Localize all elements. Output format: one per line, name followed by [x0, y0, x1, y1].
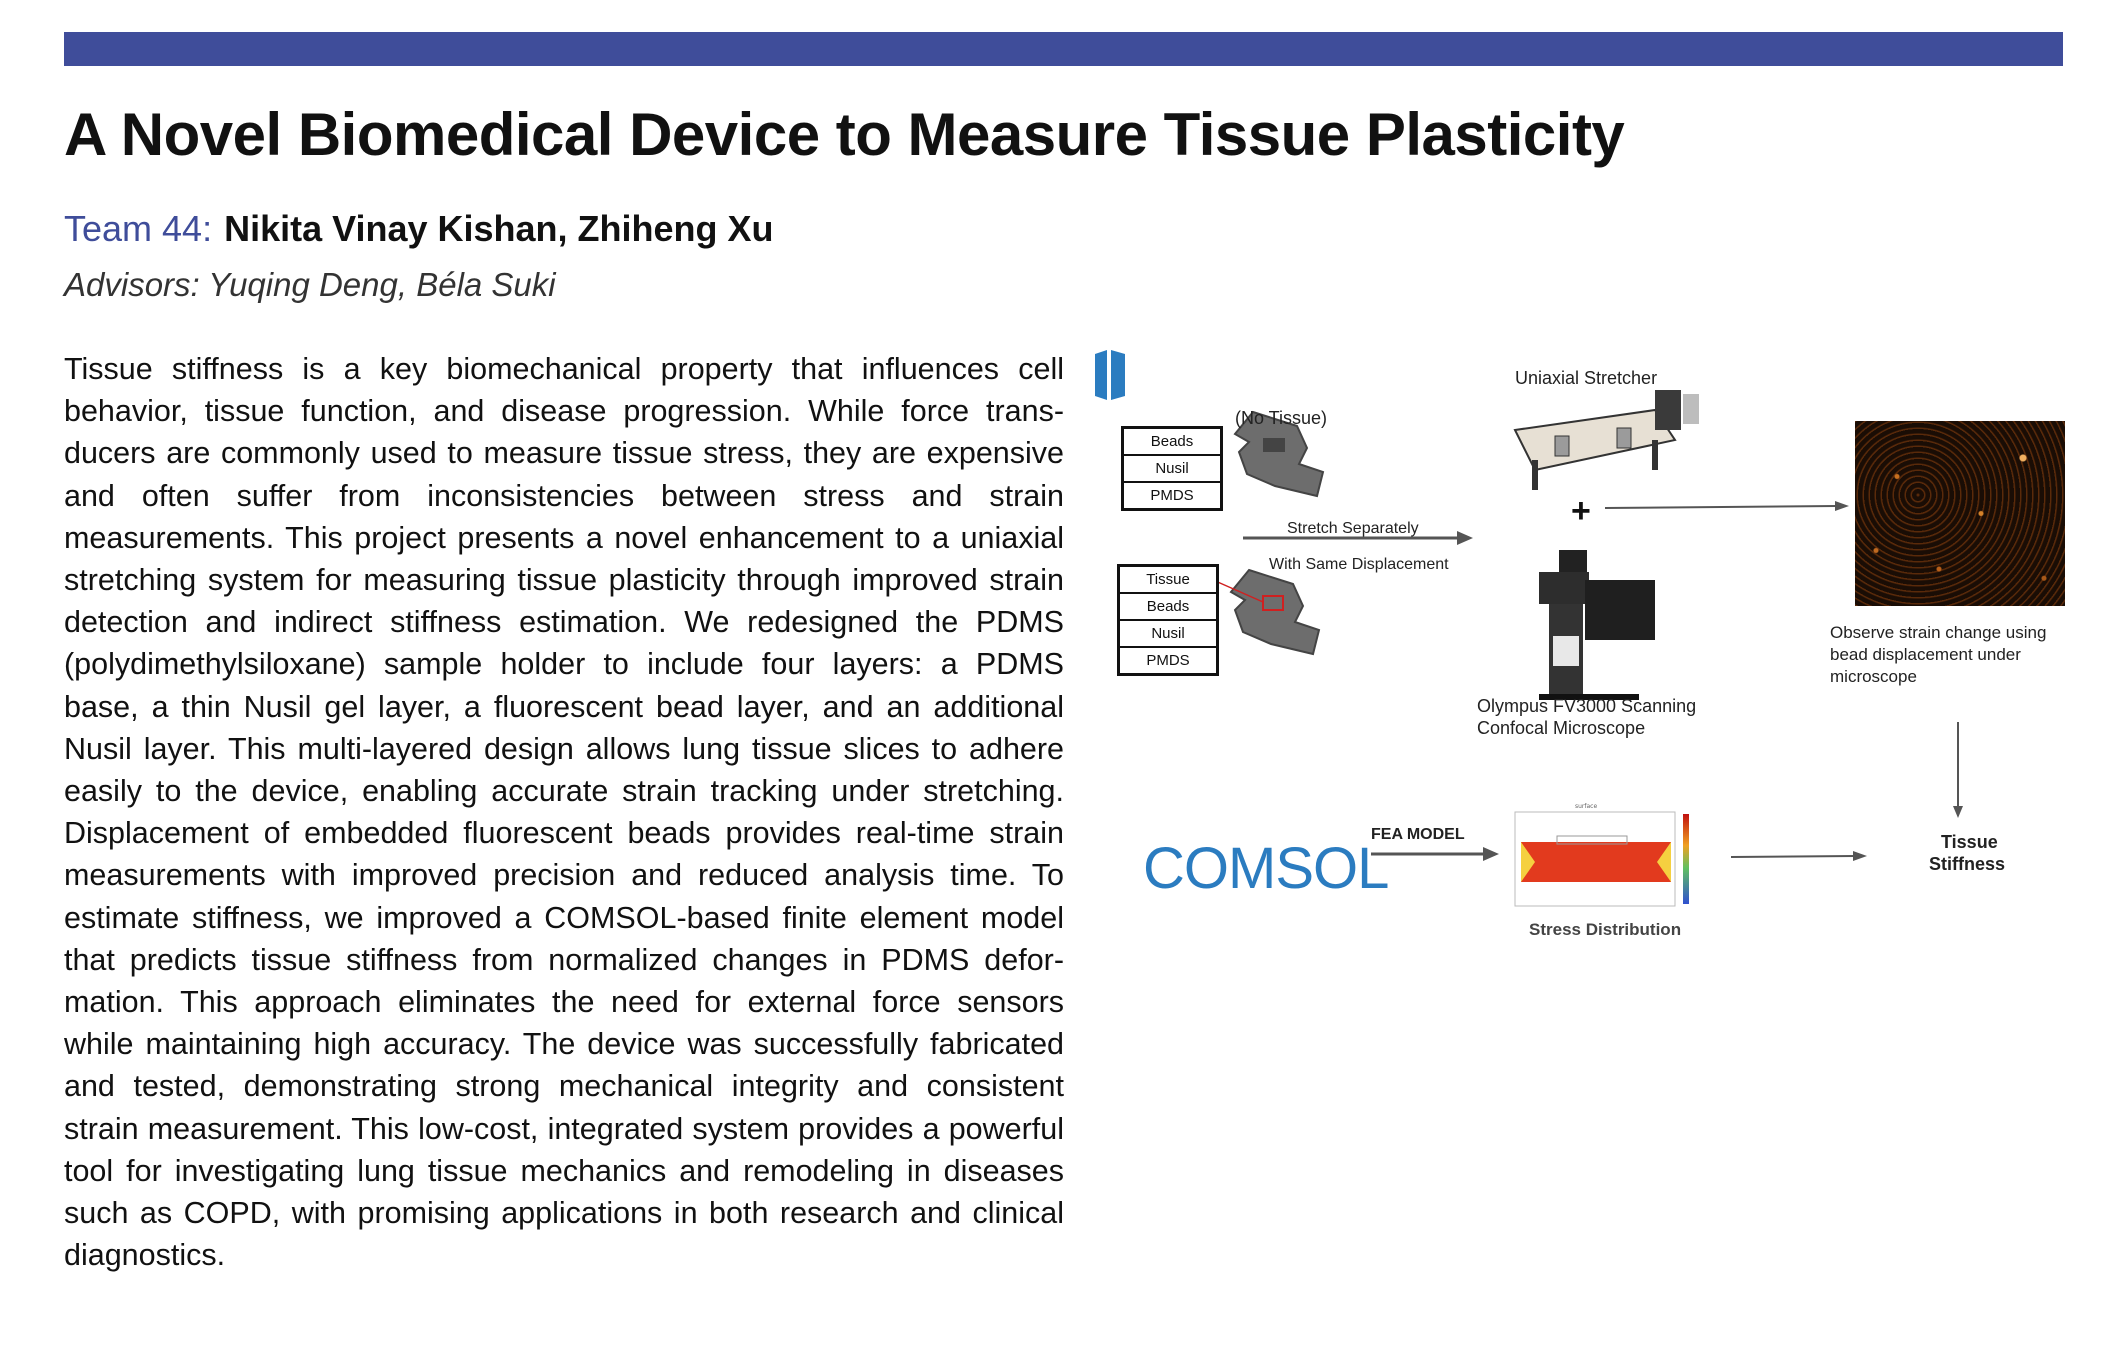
layer-beads: Beads	[1124, 429, 1220, 456]
confocal-microscope-icon	[1539, 550, 1655, 700]
header-accent-bar	[64, 32, 2063, 66]
observe-label-2: bead displacement under	[1830, 645, 2021, 664]
team-line	[64, 208, 774, 250]
fea-arrow	[1371, 847, 1499, 861]
uniaxial-stretcher-icon	[1515, 390, 1699, 490]
stretcher-label: Uniaxial Stretcher	[1515, 368, 1658, 388]
layer-pmds: PMDS	[1146, 652, 1190, 669]
arrow-to-image	[1605, 501, 1849, 511]
tissue-stiffness-label-2: Stiffness	[1929, 854, 2006, 874]
tissue-stiffness-label-1: Tissue	[1941, 832, 1998, 852]
layer-nusil: Nusil	[1120, 621, 1216, 648]
layer-beads: Beads	[1120, 594, 1216, 621]
observe-label-3: microscope	[1830, 667, 1917, 686]
arrow-down-to-stiffness	[1953, 722, 1963, 818]
stress-distribution-plot	[1515, 803, 1689, 906]
layer-tissue: Tissue	[1120, 567, 1216, 594]
microscope-label-1: Olympus FV3000 Scanning	[1477, 696, 1697, 716]
microscope-label-2: Confocal Microscope	[1477, 718, 1646, 738]
bead-microscope-image	[1855, 421, 2065, 606]
arrow-to-stiffness	[1731, 851, 1867, 861]
observe-label-1: Observe strain change using	[1830, 623, 2047, 642]
fea-model-label: FEA MODEL	[1371, 826, 1465, 843]
layer-pmds: PMDS	[1150, 487, 1194, 504]
comsol-logo-text: COMSOL	[1143, 836, 1389, 901]
comsol-logo-icon	[1095, 350, 1129, 400]
abstract-text: Tissue stiffness is a key biomechanical property that influences cell behavior, tissue function, and disease progression. While force transducers are commonly used to measure tissue stress, they are expensive and often suffer from inconsistencies between stress and strain measurements. This project presents a novel enhancement to a uniaxial stretching system for measuring tissue plasticity through improved strain detection and indirect stiffness estimation. We redesigned the PDMS (polydimethylsiloxane) sample holder to include four layers: a PDMS base, a thin Nusil gel layer, a fluorescent bead layer, and an additional Nusil layer. This multi-layered design allows lung tissue slices to adhere easily to the device, enabling accurate strain tracking under stretching. Displacement of embedded fluorescent beads provides real-time strain measurements with improved precision and reduced analysis time. To estimate stiffness, we improved a COMSOL-based finite element model that predicts tissue stiffness from normalized changes in PDMS deformation. This approach eliminates the need for external force sensors while maintaining high accuracy. The device was successfully fabricated and tested, demonstrating strong mechanical integrity and consistent strain measurement. This low-cost, integrated system provides a powerful tool for investigating lung tissue mechanics and remodeling in diseases such as COPD, with promising applications in both research and clinical diagnostics.	[64, 352, 1064, 1273]
svg-text:surface: surface	[1575, 803, 1598, 810]
layer-stack-tissue	[1117, 564, 1219, 676]
sample-holder-tissue-icon	[1231, 570, 1319, 654]
team-members: Nikita Vinay Kishan, Zhiheng Xu	[224, 208, 774, 249]
workflow-figure	[1095, 350, 2095, 970]
no-tissue-label: (No Tissue)	[1235, 408, 1328, 428]
stretch-label-2: With Same Displacement	[1269, 556, 1449, 573]
page-title: A Novel Biomedical Device to Measure Tissue Plasticity	[64, 101, 1625, 168]
layer-stack-no-tissue	[1121, 426, 1223, 511]
stress-distribution-label: Stress Distribution	[1529, 920, 1682, 939]
advisors-line: Advisors: Yuqing Deng, Béla Suki	[64, 266, 556, 303]
stretch-label-1: Stretch Separately	[1287, 520, 1419, 537]
plus-sign: +	[1571, 492, 1591, 530]
team-label: Team 44:	[64, 208, 213, 249]
layer-nusil: Nusil	[1124, 456, 1220, 483]
